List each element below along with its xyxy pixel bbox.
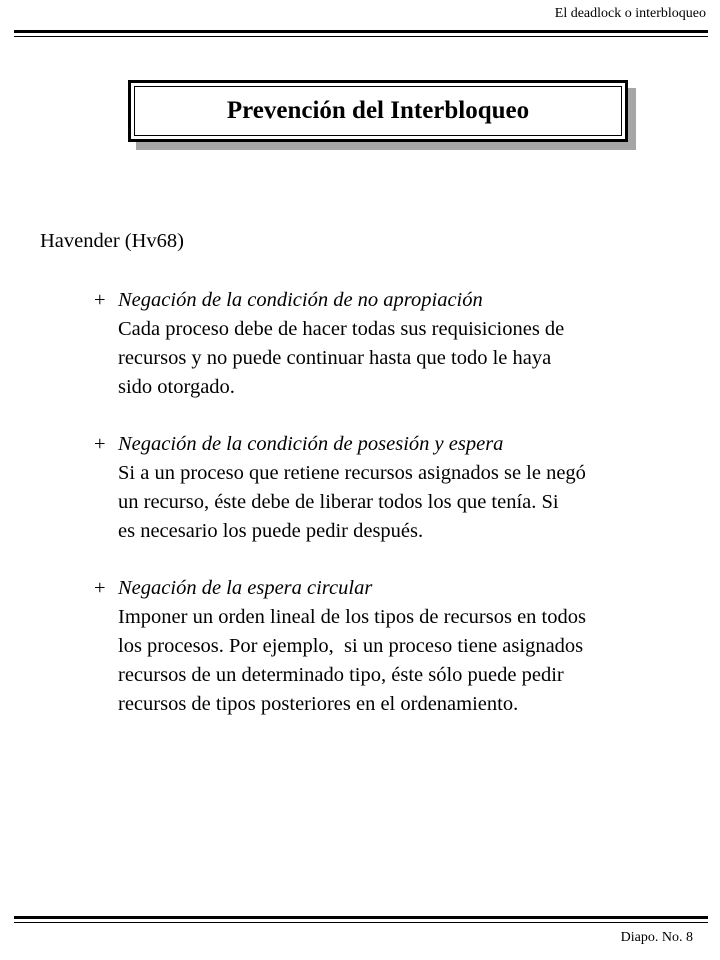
item-heading: Negación de la condición de no apropiación	[118, 289, 483, 311]
list-item	[94, 574, 586, 719]
header-rule-thick	[14, 30, 708, 33]
intro-line: Havender (Hv68)	[40, 230, 185, 252]
list-item	[94, 430, 586, 546]
footer-rule-thick	[14, 916, 708, 919]
running-header: El deadlock o interbloqueo	[554, 6, 706, 21]
item-body: Si a un proceso que retiene recursos asignados se le negó un recurso, éste debe de liberar todos los que tenía. Si es necesario los puede pedir después.	[118, 462, 586, 542]
header-rule-thin	[14, 36, 708, 37]
item-heading: Negación de la espera circular	[118, 577, 373, 599]
plus-bullet: +	[94, 289, 106, 311]
plus-bullet: +	[94, 577, 106, 599]
item-body: Cada proceso debe de hacer todas sus requisiciones de recursos y no puede continuar hasta que todo le haya sido otorgado.	[118, 318, 565, 398]
item-heading: Negación de la condición de posesión y espera	[118, 433, 504, 455]
plus-bullet: +	[94, 433, 106, 455]
list-item	[94, 286, 564, 402]
item-body: Imponer un orden lineal de los tipos de recursos en todos los procesos. Por ejemplo, si un proceso tiene asignados recursos de un determinado tipo, éste sólo puede pedir recursos de tipos posteriores en el ordenamiento.	[118, 606, 586, 715]
footer-rule-thin	[14, 922, 708, 923]
slide-title: Prevención del Interbloqueo	[226, 97, 530, 124]
title-box	[128, 80, 628, 142]
slide-number: Diapo. No. 8	[620, 930, 693, 945]
